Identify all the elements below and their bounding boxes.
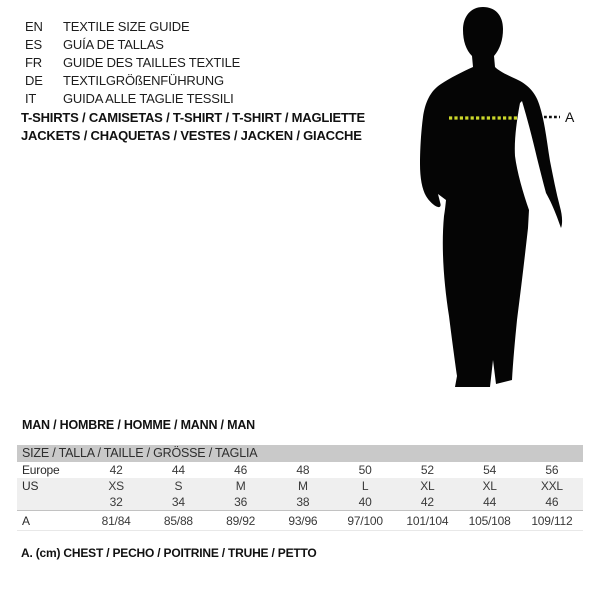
size-cell: XL	[482, 479, 497, 493]
size-cell: XXL	[540, 479, 563, 493]
size-cell: 97/100	[347, 513, 383, 528]
size-cell: 101/104	[406, 513, 449, 528]
table-row-numeric	[17, 494, 583, 510]
language-list	[25, 17, 240, 107]
man-body-shape	[420, 7, 562, 387]
language-label: TEXTILE SIZE GUIDE	[63, 18, 190, 34]
size-cell: 44	[171, 463, 185, 477]
measure-label-a: A	[565, 109, 575, 125]
size-cell: 44	[483, 495, 497, 509]
size-cell: 50	[358, 463, 372, 477]
size-cell: 48	[296, 463, 310, 477]
row-label: US	[22, 479, 39, 493]
table-row-us	[17, 478, 583, 494]
size-cell: XS	[108, 479, 124, 493]
size-cell: 38	[296, 495, 310, 509]
table-row-europe	[17, 462, 583, 478]
language-label: GUIDA ALLE TAGLIE TESSILI	[63, 90, 234, 106]
category-lines	[21, 109, 365, 144]
section-title: MAN / HOMBRE / HOMME / MANN / MAN	[22, 418, 255, 432]
size-cell: 34	[171, 495, 185, 509]
language-code: EN	[25, 18, 43, 34]
category-jackets: JACKETS / CHAQUETAS / VESTES / JACKEN / GIACCHE	[21, 127, 362, 143]
size-cell: 46	[234, 463, 248, 477]
row-label: Europe	[22, 463, 60, 477]
language-row	[25, 17, 240, 35]
size-cell: 40	[358, 495, 372, 509]
size-cell: XL	[420, 479, 435, 493]
size-cell: 42	[420, 495, 434, 509]
size-cell: M	[235, 479, 246, 493]
language-label: TEXTILGRÖßENFÜHRUNG	[63, 72, 224, 88]
size-cell: 109/112	[531, 513, 573, 528]
size-cell: 81/84	[101, 513, 131, 528]
language-label: GUIDE DES TAILLES TEXTILE	[63, 54, 241, 70]
size-cell: 52	[420, 463, 434, 477]
size-cell: M	[297, 479, 308, 493]
size-cell: 56	[545, 463, 559, 477]
language-label: GUÍA DE TALLAS	[63, 36, 164, 52]
language-row	[25, 53, 240, 71]
size-cell: 36	[234, 495, 248, 509]
size-cell: 93/96	[288, 513, 318, 528]
table-row-chest	[17, 510, 583, 531]
size-cell: L	[361, 479, 369, 493]
language-row	[25, 89, 240, 107]
language-row	[25, 71, 240, 89]
language-code: IT	[25, 90, 37, 106]
language-code: DE	[25, 72, 43, 88]
size-cell: 46	[545, 495, 559, 509]
size-cell: 54	[483, 463, 497, 477]
man-silhouette	[410, 0, 600, 400]
striped-band	[17, 478, 583, 510]
size-cell: 32	[109, 495, 123, 509]
language-code: FR	[25, 54, 42, 70]
size-cell: 105/108	[468, 513, 511, 528]
language-row	[25, 35, 240, 53]
size-table-header: SIZE / TALLA / TAILLE / GRÖSSE / TAGLIA	[17, 445, 583, 462]
size-table	[17, 445, 583, 531]
size-cell: 85/88	[163, 513, 193, 528]
language-code: ES	[25, 36, 42, 52]
measurement-footnote: A. (cm) CHEST / PECHO / POITRINE / TRUHE / PETTO	[21, 546, 317, 560]
row-label: A	[22, 513, 30, 528]
size-cell: 42	[109, 463, 123, 477]
size-cell: 89/92	[226, 513, 256, 528]
category-tshirts: T-SHIRTS / CAMISETAS / T-SHIRT / T-SHIRT / MAGLIETTE	[21, 110, 365, 125]
size-cell: S	[174, 479, 183, 493]
